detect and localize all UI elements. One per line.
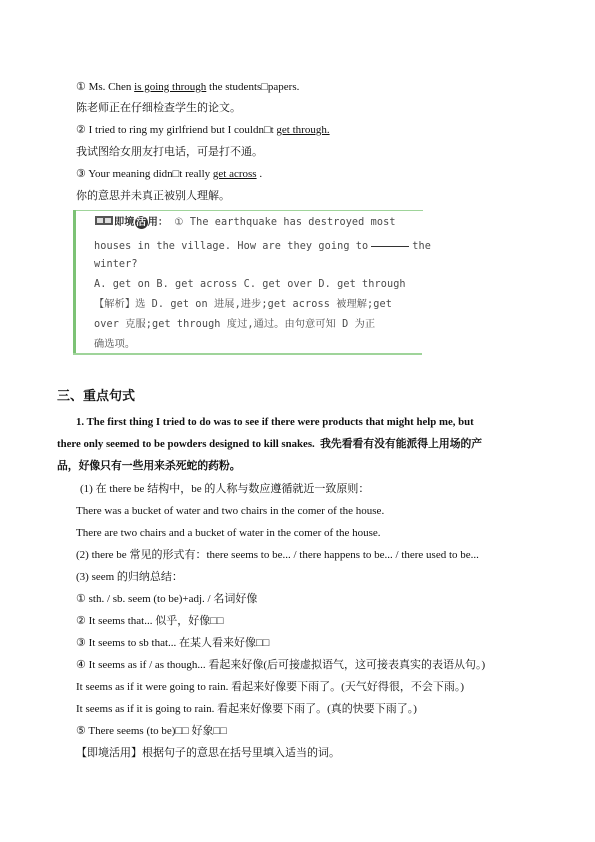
practice-analysis-2: over 克服;get through 度过,通过。由句意可知 D 为正	[94, 319, 376, 330]
seem-usage-3: ③ It seems to sb that... 在某人看来好像□□	[76, 637, 270, 649]
answer-blank	[371, 246, 409, 247]
key-sentence-line-3: 品，好像只有一些用来杀死蛇的药粉。	[57, 460, 241, 472]
example-1-translation: 陈老师正在仔细检查学生的论文。	[76, 102, 241, 114]
example-there-are: There are two chairs and a bucket of water in the comer of the house.	[76, 527, 381, 539]
seem-usage-1: ① sth. / sb. seem (to be)+adj. / 名词好像	[76, 593, 258, 605]
practice-options: A. get on B. get across C. get over D. get through	[94, 279, 406, 290]
seem-usage-4: ④ It seems as if / as though... 看起来好像(后可接虚拟语气，这可接表真实的表语从句。)	[76, 659, 486, 671]
example-2-phrase: get through.	[276, 124, 330, 136]
practice-analysis-3: 确选项。	[94, 339, 136, 350]
seem-usage-2: ② It seems that... 似乎，好像□□	[76, 615, 224, 627]
key-sentence-line-2: there only seemed to be powders designed to kill snakes. 我先看看有没有能派得上用场的产	[57, 438, 483, 450]
example-there-was: There was a bucket of water and two chairs in the comer of the house.	[76, 505, 385, 517]
practice-box-accent	[73, 210, 76, 353]
example-1: ① Ms. Chen is going through the students□papers.	[76, 81, 300, 93]
practice-line-2: houses in the village. How are they going to the	[94, 241, 431, 252]
note-1: (1) 在 there be 结构中，be 的人称与数应遵循就近一致原则：	[80, 483, 370, 495]
example-3-phrase: get across	[212, 168, 257, 180]
note-2: (2) there be 常见的形式有：there seems to be... / there happens to be... / there used to be...	[76, 549, 479, 561]
seem-usage-5: ⑤ There seems (to be)□□ 好象□□	[76, 725, 227, 737]
exercise-instruction: 【即境活用】根据句子的意思在括号里填入适当的词。	[76, 747, 340, 759]
example-were: It seems as if it were going to rain. 看起来好像要下雨了。(天气好得很，不会下雨。)	[76, 681, 465, 693]
note-3: (3) seem 的归纳总结：	[76, 571, 183, 583]
practice-label: 即境活用：	[94, 215, 168, 229]
section-title: 三、重点句式	[57, 389, 136, 404]
example-2: ② I tried to ring my girlfriend but I couldn□t get through.	[76, 124, 330, 136]
example-1-phrase: is going through	[134, 81, 207, 93]
practice-box-border	[73, 353, 422, 355]
key-sentence-line-1: 1. The first thing I tried to do was to see if there were products that might help me, but	[76, 416, 474, 428]
practice-line-3: winter?	[94, 259, 138, 270]
practice-line-1: 即境活用： ① The earthquake has destroyed most	[94, 215, 396, 229]
book-icon	[94, 215, 114, 226]
practice-analysis-1: 【解析】选 D. get on 进展,进步;get across 被理解;get	[94, 299, 392, 310]
example-3-translation: 你的意思并未真正被别人理解。	[76, 190, 230, 202]
example-3: ③ Your meaning didn□t really get across .	[76, 168, 263, 180]
example-2-translation: 我试图给女朋友打电话，可是打不通。	[76, 146, 263, 158]
example-is: It seems as if it is going to rain. 看起来好像要下雨了。(真的快要下雨了。)	[76, 703, 417, 715]
